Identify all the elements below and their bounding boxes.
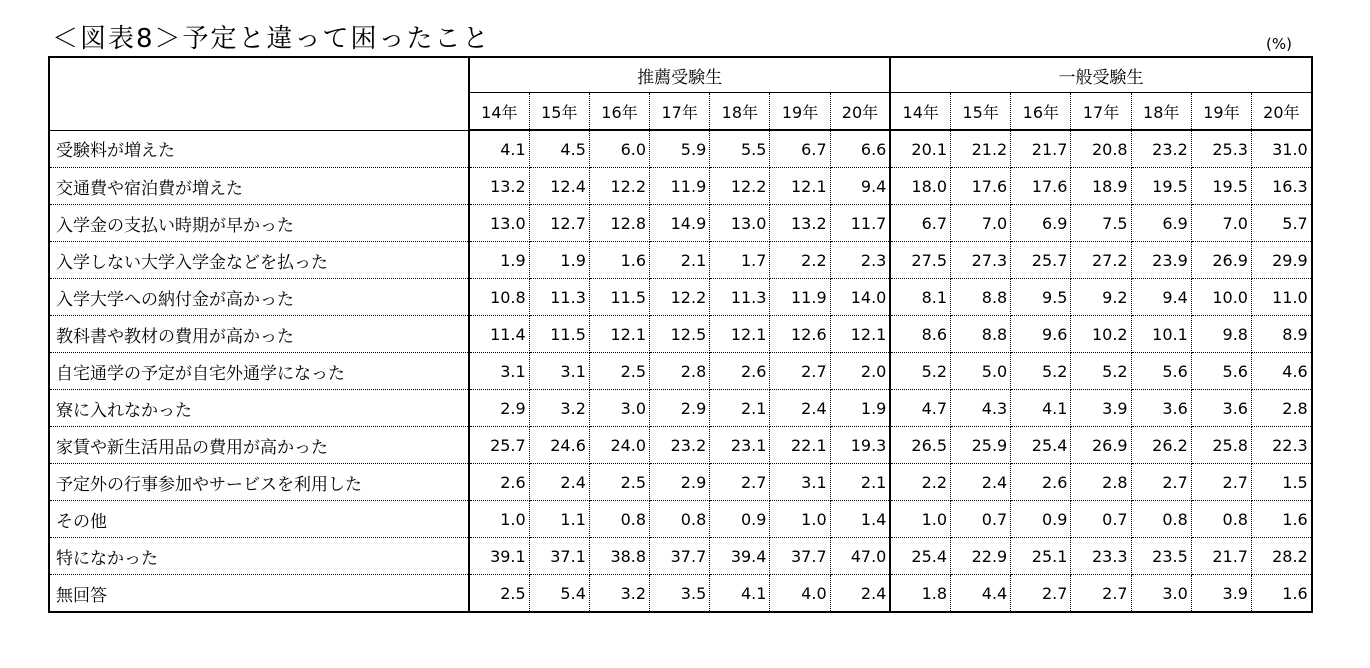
value-cell: 10.0 bbox=[1191, 279, 1251, 316]
value-cell: 2.7 bbox=[770, 353, 830, 390]
value-cell: 6.9 bbox=[1011, 205, 1071, 242]
year-header-cell: 16年 bbox=[589, 93, 649, 131]
value-cell: 3.1 bbox=[529, 353, 589, 390]
table-body bbox=[49, 130, 1312, 612]
value-cell: 8.8 bbox=[951, 316, 1011, 353]
table-row bbox=[49, 242, 1312, 279]
value-cell: 25.9 bbox=[951, 427, 1011, 464]
value-cell: 13.2 bbox=[469, 168, 529, 205]
value-cell: 2.4 bbox=[830, 575, 890, 613]
value-cell: 14.0 bbox=[830, 279, 890, 316]
year-header-cell: 16年 bbox=[1011, 93, 1071, 131]
value-cell: 5.9 bbox=[650, 130, 710, 168]
value-cell: 18.0 bbox=[890, 168, 950, 205]
value-cell: 7.5 bbox=[1071, 205, 1131, 242]
value-cell: 0.8 bbox=[589, 501, 649, 538]
value-cell: 5.6 bbox=[1131, 353, 1191, 390]
value-cell: 11.3 bbox=[710, 279, 770, 316]
value-cell: 2.9 bbox=[650, 390, 710, 427]
value-cell: 21.7 bbox=[1191, 538, 1251, 575]
value-cell: 26.9 bbox=[1191, 242, 1251, 279]
value-cell: 2.4 bbox=[951, 464, 1011, 501]
value-cell: 13.2 bbox=[770, 205, 830, 242]
value-cell: 26.2 bbox=[1131, 427, 1191, 464]
row-label: 交通費や宿泊費が増えた bbox=[49, 168, 469, 205]
value-cell: 25.7 bbox=[469, 427, 529, 464]
value-cell: 5.2 bbox=[1071, 353, 1131, 390]
value-cell: 11.3 bbox=[529, 279, 589, 316]
value-cell: 19.5 bbox=[1191, 168, 1251, 205]
value-cell: 0.8 bbox=[1191, 501, 1251, 538]
value-cell: 9.4 bbox=[1131, 279, 1191, 316]
value-cell: 1.6 bbox=[589, 242, 649, 279]
value-cell: 13.0 bbox=[710, 205, 770, 242]
value-cell: 2.7 bbox=[1191, 464, 1251, 501]
value-cell: 23.9 bbox=[1131, 242, 1191, 279]
value-cell: 20.8 bbox=[1071, 130, 1131, 168]
group-header-row bbox=[49, 57, 1312, 93]
value-cell: 2.5 bbox=[469, 575, 529, 613]
value-cell: 2.8 bbox=[1251, 390, 1311, 427]
value-cell: 23.3 bbox=[1071, 538, 1131, 575]
value-cell: 0.8 bbox=[650, 501, 710, 538]
value-cell: 1.7 bbox=[710, 242, 770, 279]
row-label: 教科書や教材の費用が高かった bbox=[49, 316, 469, 353]
value-cell: 3.0 bbox=[589, 390, 649, 427]
value-cell: 1.8 bbox=[890, 575, 950, 613]
table-row bbox=[49, 464, 1312, 501]
row-label: 予定外の行事参加やサービスを利用した bbox=[49, 464, 469, 501]
value-cell: 11.4 bbox=[469, 316, 529, 353]
value-cell: 5.4 bbox=[529, 575, 589, 613]
value-cell: 4.5 bbox=[529, 130, 589, 168]
value-cell: 0.7 bbox=[1071, 501, 1131, 538]
value-cell: 14.9 bbox=[650, 205, 710, 242]
value-cell: 1.1 bbox=[529, 501, 589, 538]
value-cell: 7.0 bbox=[951, 205, 1011, 242]
value-cell: 4.3 bbox=[951, 390, 1011, 427]
value-cell: 5.2 bbox=[890, 353, 950, 390]
value-cell: 2.8 bbox=[1071, 464, 1131, 501]
value-cell: 1.0 bbox=[469, 501, 529, 538]
value-cell: 1.6 bbox=[1251, 501, 1311, 538]
value-cell: 2.4 bbox=[770, 390, 830, 427]
value-cell: 3.2 bbox=[589, 575, 649, 613]
row-label: 特になかった bbox=[49, 538, 469, 575]
chart-title: ＜図表8＞予定と違って困ったこと bbox=[52, 24, 491, 54]
value-cell: 2.7 bbox=[710, 464, 770, 501]
value-cell: 2.6 bbox=[710, 353, 770, 390]
year-header-cell: 19年 bbox=[770, 93, 830, 131]
row-label: 入学金の支払い時期が早かった bbox=[49, 205, 469, 242]
value-cell: 10.2 bbox=[1071, 316, 1131, 353]
value-cell: 8.8 bbox=[951, 279, 1011, 316]
year-header-cell: 19年 bbox=[1191, 93, 1251, 131]
value-cell: 3.6 bbox=[1131, 390, 1191, 427]
year-header-cell: 15年 bbox=[951, 93, 1011, 131]
table-row bbox=[49, 501, 1312, 538]
year-header-cell: 20年 bbox=[830, 93, 890, 131]
value-cell: 24.6 bbox=[529, 427, 589, 464]
value-cell: 25.8 bbox=[1191, 427, 1251, 464]
label-header-cell bbox=[49, 57, 469, 130]
value-cell: 22.3 bbox=[1251, 427, 1311, 464]
value-cell: 2.7 bbox=[1011, 575, 1071, 613]
row-label: 自宅通学の予定が自宅外通学になった bbox=[49, 353, 469, 390]
value-cell: 5.6 bbox=[1191, 353, 1251, 390]
value-cell: 8.6 bbox=[890, 316, 950, 353]
value-cell: 3.0 bbox=[1131, 575, 1191, 613]
value-cell: 11.7 bbox=[830, 205, 890, 242]
value-cell: 25.4 bbox=[890, 538, 950, 575]
value-cell: 1.5 bbox=[1251, 464, 1311, 501]
table-row bbox=[49, 279, 1312, 316]
value-cell: 17.6 bbox=[951, 168, 1011, 205]
value-cell: 21.2 bbox=[951, 130, 1011, 168]
value-cell: 9.2 bbox=[1071, 279, 1131, 316]
row-label: 入学大学への納付金が高かった bbox=[49, 279, 469, 316]
value-cell: 1.9 bbox=[469, 242, 529, 279]
value-cell: 5.7 bbox=[1251, 205, 1311, 242]
value-cell: 3.9 bbox=[1191, 575, 1251, 613]
value-cell: 23.5 bbox=[1131, 538, 1191, 575]
value-cell: 6.7 bbox=[890, 205, 950, 242]
value-cell: 26.5 bbox=[890, 427, 950, 464]
value-cell: 19.5 bbox=[1131, 168, 1191, 205]
data-table bbox=[48, 56, 1313, 613]
value-cell: 1.0 bbox=[770, 501, 830, 538]
value-cell: 17.6 bbox=[1011, 168, 1071, 205]
value-cell: 2.2 bbox=[890, 464, 950, 501]
value-cell: 9.6 bbox=[1011, 316, 1071, 353]
value-cell: 1.4 bbox=[830, 501, 890, 538]
value-cell: 0.9 bbox=[1011, 501, 1071, 538]
value-cell: 37.7 bbox=[650, 538, 710, 575]
year-header-cell: 15年 bbox=[529, 93, 589, 131]
value-cell: 37.7 bbox=[770, 538, 830, 575]
value-cell: 11.0 bbox=[1251, 279, 1311, 316]
value-cell: 27.5 bbox=[890, 242, 950, 279]
value-cell: 23.2 bbox=[1131, 130, 1191, 168]
row-label: 受験料が増えた bbox=[49, 130, 469, 168]
value-cell: 1.9 bbox=[529, 242, 589, 279]
value-cell: 6.7 bbox=[770, 130, 830, 168]
value-cell: 2.2 bbox=[770, 242, 830, 279]
value-cell: 0.7 bbox=[951, 501, 1011, 538]
value-cell: 6.9 bbox=[1131, 205, 1191, 242]
value-cell: 12.2 bbox=[710, 168, 770, 205]
value-cell: 29.9 bbox=[1251, 242, 1311, 279]
value-cell: 12.1 bbox=[830, 316, 890, 353]
value-cell: 12.5 bbox=[650, 316, 710, 353]
year-header-cell: 17年 bbox=[650, 93, 710, 131]
value-cell: 25.1 bbox=[1011, 538, 1071, 575]
value-cell: 2.6 bbox=[1011, 464, 1071, 501]
year-header-cell: 20年 bbox=[1251, 93, 1311, 131]
value-cell: 2.5 bbox=[589, 464, 649, 501]
value-cell: 28.2 bbox=[1251, 538, 1311, 575]
value-cell: 47.0 bbox=[830, 538, 890, 575]
value-cell: 18.9 bbox=[1071, 168, 1131, 205]
table-row bbox=[49, 427, 1312, 464]
value-cell: 21.7 bbox=[1011, 130, 1071, 168]
value-cell: 9.5 bbox=[1011, 279, 1071, 316]
value-cell: 5.2 bbox=[1011, 353, 1071, 390]
value-cell: 2.9 bbox=[469, 390, 529, 427]
value-cell: 3.2 bbox=[529, 390, 589, 427]
year-header-cell: 14年 bbox=[469, 93, 529, 131]
value-cell: 2.9 bbox=[650, 464, 710, 501]
value-cell: 2.6 bbox=[469, 464, 529, 501]
value-cell: 4.1 bbox=[710, 575, 770, 613]
table-row bbox=[49, 205, 1312, 242]
table-row bbox=[49, 316, 1312, 353]
value-cell: 11.9 bbox=[770, 279, 830, 316]
value-cell: 0.8 bbox=[1131, 501, 1191, 538]
value-cell: 12.8 bbox=[589, 205, 649, 242]
value-cell: 2.1 bbox=[710, 390, 770, 427]
year-header-cell: 17年 bbox=[1071, 93, 1131, 131]
value-cell: 2.7 bbox=[1071, 575, 1131, 613]
value-cell: 11.9 bbox=[650, 168, 710, 205]
value-cell: 25.7 bbox=[1011, 242, 1071, 279]
table-row bbox=[49, 538, 1312, 575]
group-header-ippan: 一般受験生 bbox=[890, 57, 1311, 93]
value-cell: 39.1 bbox=[469, 538, 529, 575]
value-cell: 27.2 bbox=[1071, 242, 1131, 279]
row-label: 寮に入れなかった bbox=[49, 390, 469, 427]
value-cell: 1.9 bbox=[830, 390, 890, 427]
value-cell: 27.3 bbox=[951, 242, 1011, 279]
value-cell: 25.3 bbox=[1191, 130, 1251, 168]
value-cell: 12.4 bbox=[529, 168, 589, 205]
year-header-cell: 14年 bbox=[890, 93, 950, 131]
value-cell: 22.9 bbox=[951, 538, 1011, 575]
value-cell: 1.6 bbox=[1251, 575, 1311, 613]
value-cell: 4.7 bbox=[890, 390, 950, 427]
value-cell: 39.4 bbox=[710, 538, 770, 575]
value-cell: 2.4 bbox=[529, 464, 589, 501]
value-cell: 6.0 bbox=[589, 130, 649, 168]
value-cell: 3.5 bbox=[650, 575, 710, 613]
table-row bbox=[49, 130, 1312, 168]
value-cell: 9.8 bbox=[1191, 316, 1251, 353]
value-cell: 2.1 bbox=[830, 464, 890, 501]
value-cell: 4.0 bbox=[770, 575, 830, 613]
value-cell: 12.6 bbox=[770, 316, 830, 353]
unit-label: (%) bbox=[1266, 35, 1292, 53]
value-cell: 12.1 bbox=[710, 316, 770, 353]
row-label: その他 bbox=[49, 501, 469, 538]
value-cell: 23.2 bbox=[650, 427, 710, 464]
value-cell: 3.9 bbox=[1071, 390, 1131, 427]
value-cell: 12.2 bbox=[650, 279, 710, 316]
year-header-cell: 18年 bbox=[710, 93, 770, 131]
value-cell: 4.6 bbox=[1251, 353, 1311, 390]
table-row bbox=[49, 353, 1312, 390]
value-cell: 3.1 bbox=[469, 353, 529, 390]
value-cell: 2.0 bbox=[830, 353, 890, 390]
value-cell: 1.0 bbox=[890, 501, 950, 538]
value-cell: 12.2 bbox=[589, 168, 649, 205]
value-cell: 16.3 bbox=[1251, 168, 1311, 205]
row-label: 入学しない大学入学金などを払った bbox=[49, 242, 469, 279]
value-cell: 5.5 bbox=[710, 130, 770, 168]
value-cell: 3.6 bbox=[1191, 390, 1251, 427]
value-cell: 37.1 bbox=[529, 538, 589, 575]
value-cell: 10.1 bbox=[1131, 316, 1191, 353]
value-cell: 2.5 bbox=[589, 353, 649, 390]
row-label: 家賃や新生活用品の費用が高かった bbox=[49, 427, 469, 464]
value-cell: 3.1 bbox=[770, 464, 830, 501]
table-row bbox=[49, 168, 1312, 205]
value-cell: 0.9 bbox=[710, 501, 770, 538]
value-cell: 12.1 bbox=[770, 168, 830, 205]
value-cell: 12.7 bbox=[529, 205, 589, 242]
year-header-cell: 18年 bbox=[1131, 93, 1191, 131]
value-cell: 12.1 bbox=[589, 316, 649, 353]
group-header-suisen: 推薦受験生 bbox=[469, 57, 890, 93]
value-cell: 2.8 bbox=[650, 353, 710, 390]
value-cell: 6.6 bbox=[830, 130, 890, 168]
value-cell: 38.8 bbox=[589, 538, 649, 575]
table-row bbox=[49, 575, 1312, 613]
table-row bbox=[49, 390, 1312, 427]
value-cell: 26.9 bbox=[1071, 427, 1131, 464]
value-cell: 11.5 bbox=[529, 316, 589, 353]
value-cell: 2.1 bbox=[650, 242, 710, 279]
value-cell: 5.0 bbox=[951, 353, 1011, 390]
value-cell: 9.4 bbox=[830, 168, 890, 205]
value-cell: 20.1 bbox=[890, 130, 950, 168]
value-cell: 8.9 bbox=[1251, 316, 1311, 353]
value-cell: 25.4 bbox=[1011, 427, 1071, 464]
value-cell: 2.3 bbox=[830, 242, 890, 279]
value-cell: 8.1 bbox=[890, 279, 950, 316]
row-label: 無回答 bbox=[49, 575, 469, 613]
value-cell: 11.5 bbox=[589, 279, 649, 316]
value-cell: 4.1 bbox=[1011, 390, 1071, 427]
value-cell: 22.1 bbox=[770, 427, 830, 464]
value-cell: 19.3 bbox=[830, 427, 890, 464]
value-cell: 10.8 bbox=[469, 279, 529, 316]
value-cell: 23.1 bbox=[710, 427, 770, 464]
value-cell: 31.0 bbox=[1251, 130, 1311, 168]
value-cell: 13.0 bbox=[469, 205, 529, 242]
value-cell: 2.7 bbox=[1131, 464, 1191, 501]
value-cell: 4.1 bbox=[469, 130, 529, 168]
value-cell: 7.0 bbox=[1191, 205, 1251, 242]
value-cell: 4.4 bbox=[951, 575, 1011, 613]
value-cell: 24.0 bbox=[589, 427, 649, 464]
